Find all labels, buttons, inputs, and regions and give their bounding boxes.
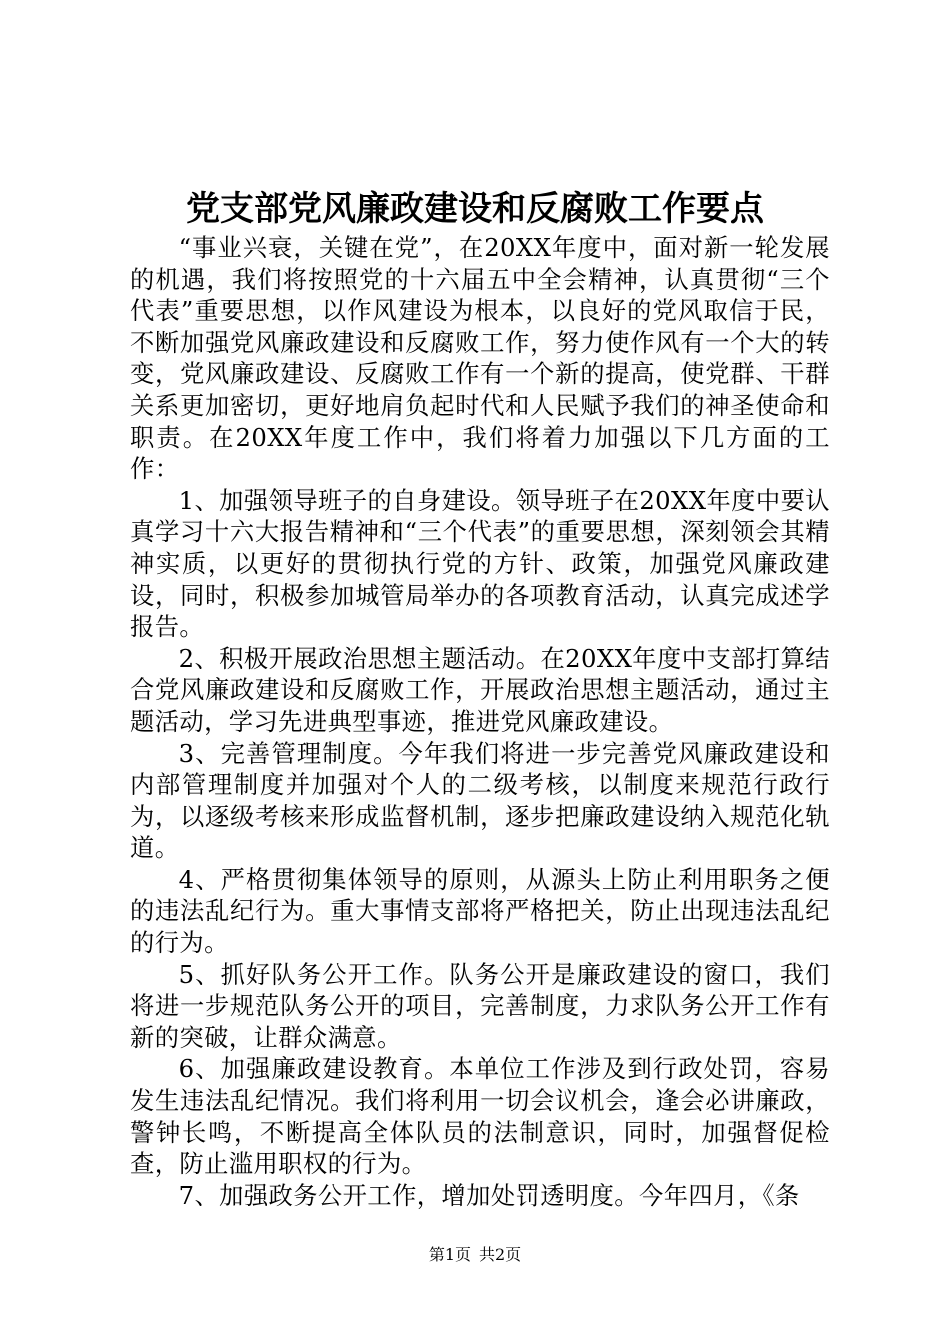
page-number: 第1页 [428, 1245, 471, 1264]
paragraph-item-2: 2、积极开展政治思想主题活动。在20XX年度中支部打算结合党风廉政建设和反腐败工作，开展政治思想主题活动，通过主题活动，学习先进典型事迹，推进党风廉政建设。 [130, 643, 830, 736]
document-body [130, 232, 830, 1211]
paragraph-item-5: 5、抓好队务公开工作。队务公开是廉政建设的窗口，我们将进一步规范队务公开的项目，完善制度，力求队务公开工作有新的突破，让群众满意。 [130, 959, 830, 1052]
paragraph-item-7: 7、加强政务公开工作，增加处罚透明度。今年四月，《条 [178, 1180, 800, 1210]
page-total: 共2页 [479, 1245, 522, 1264]
paragraph-item-3: 3、完善管理制度。今年我们将进一步完善党风廉政建设和内部管理制度并加强对个人的二级考核，以制度来规范行政行为，以逐级考核来形成监督机制，逐步把廉政建设纳入规范化轨道。 [130, 738, 830, 863]
paragraph-intro: “事业兴衰，关键在党”，在20XX年度中，面对新一轮发展的机遇，我们将按照党的十六届五中全会精神，认真贯彻“三个代表”重要思想，以作风建设为根本，以良好的党风取信于民，不断加强党风廉政建设和反腐败工作，努力使作风有一个大的转变，党风廉政建设、反腐败工作有一个新的提高，使党群、干群关系更加密切，更好地肩负起时代和人民赋予我们的神圣使命和职责。在20XX年度工作中，我们将着力加强以下几方面的工作： [130, 233, 830, 484]
paragraph-item-1: 1、加强领导班子的自身建设。领导班子在20XX年度中要认真学习十六大报告精神和“三个代表”的重要思想，深刻领会其精神实质，以更好的贯彻执行党的方针、政策，加强党风廉政建设，同时，积极参加城管局举办的各项教育活动，认真完成述学报告。 [130, 485, 830, 642]
document-title: 党支部党风廉政建设和反腐败工作要点 [186, 189, 764, 229]
paragraph-item-4: 4、严格贯彻集体领导的原则，从源头上防止利用职务之便的违法乱纪行为。重大事情支部将严格把关，防止出现违法乱纪的行为。 [130, 864, 830, 958]
page-footer [0, 1244, 950, 1266]
paragraph-item-6: 6、加强廉政建设教育。本单位工作涉及到行政处罚，容易发生违法乱纪情况。我们将利用一切会议机会，逢会必讲廉政，警钟长鸣，不断提高全体队员的法制意识，同时，加强督促检查，防止滥用职权的行为。 [130, 1054, 830, 1179]
